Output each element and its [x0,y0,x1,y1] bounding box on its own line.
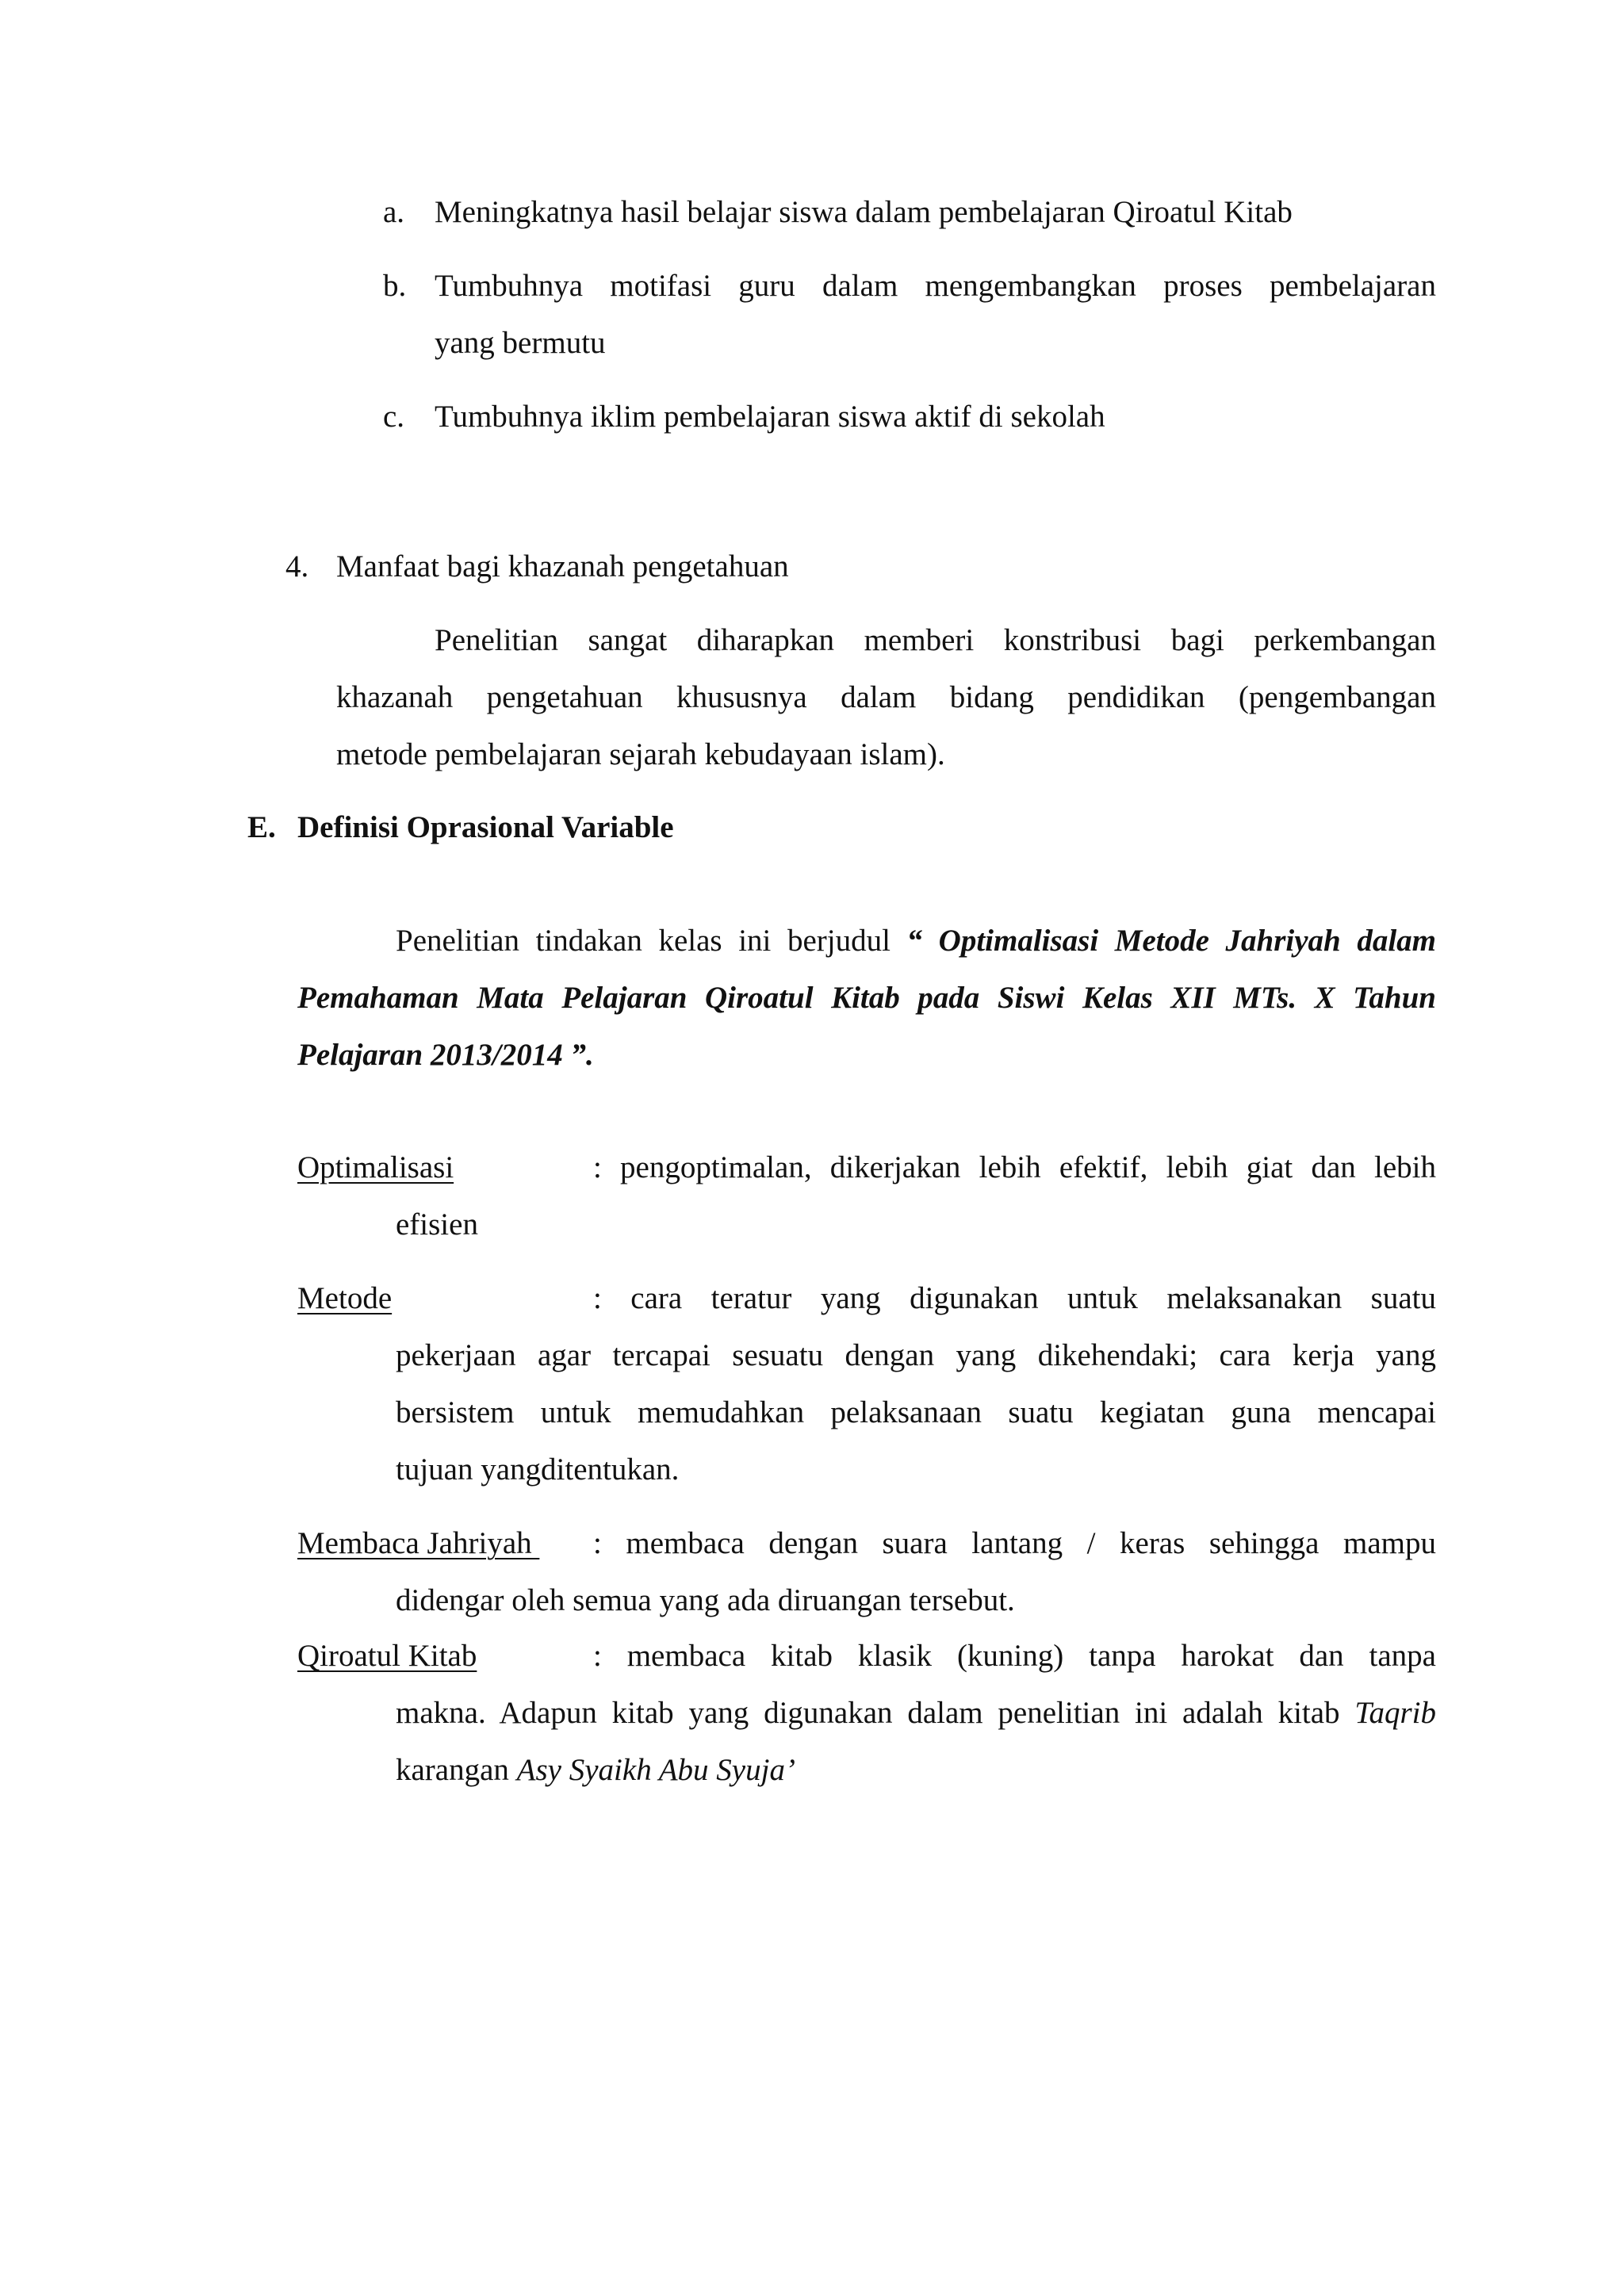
item-4-heading: Manfaat bagi khazanah pengetahuan [336,549,789,584]
definition-qiroatul-kitab-line-3 [396,1752,795,1788]
definition-optimalisasi-line-2: efisien [396,1207,478,1242]
list-marker-a: a. [383,195,405,229]
intro-line-3: Pelajaran 2013/2014 ”. [297,1038,594,1072]
qiroatul-line-3-author: Asy Syaikh Abu Syuja’ [516,1753,795,1787]
definition-metode-line-3: bersistem untuk memudahkan pelaksanaan suatu kegiatan guna mencapai [396,1395,1436,1429]
qiroatul-line-2-plain: makna. Adapun kitab yang digunakan dalam penelitian ini adalah kitab [396,1696,1355,1730]
definition-metode-line-2: pekerjaan agar tercapai sesuatu dengan yang dikehendaki; cara kerja yang [396,1338,1436,1372]
list-item-b-line-1: Tumbuhnya motifasi guru dalam mengembangkan proses pembelajaran [435,269,1436,303]
qiroatul-line-2-book: Taqrib [1354,1696,1436,1730]
list-item-c-text: Tumbuhnya iklim pembelajaran siswa aktif di sekolah [435,400,1105,434]
definition-membaca-jahriyah-line-1: : membaca dengan suara lantang / keras sehingga mampu [593,1526,1436,1560]
intro-line-1-title: “ Optimalisasi Metode Jahriyah dalam [906,924,1436,958]
list-marker-c: c. [383,400,405,434]
section-e-title: Definisi Oprasional Variable [297,810,674,844]
definition-term-metode: Metode [297,1281,393,1315]
definition-term-optimalisasi: Optimalisasi [297,1150,454,1184]
qiroatul-line-3-plain: karangan [396,1753,517,1787]
list-item-a-text: Meningkatnya hasil belajar siswa dalam pembelajaran Qiroatul Kitab [435,195,1293,229]
item-4-paragraph-line-1: Penelitian sangat diharapkan memberi konstribusi bagi perkembangan [435,623,1436,657]
definition-optimalisasi-line-1: : pengoptimalan, dikerjakan lebih efektif, lebih giat dan lebih [593,1150,1436,1184]
definition-metode-line-4: tujuan yangditentukan. [396,1452,680,1487]
definition-membaca-jahriyah-line-2: didengar oleh semua yang ada diruangan tersebut. [396,1583,1015,1617]
list-item-b-line-2: yang bermutu [435,326,606,360]
intro-line-1-plain: Penelitian tindakan kelas ini berjudul [396,924,907,958]
definition-term-qiroatul-kitab: Qiroatul Kitab [297,1639,477,1673]
list-marker-b: b. [383,269,407,303]
item-4-paragraph-line-3: metode pembelajaran sejarah kebudayaan islam). [336,737,945,771]
intro-line-2: Pemahaman Mata Pelajaran Qiroatul Kitab pada Siswi Kelas XII MTs. X Tahun [297,981,1436,1015]
intro-line-1 [396,923,1436,959]
definition-qiroatul-kitab-line-2 [396,1695,1436,1731]
item-4-marker: 4. [285,549,309,584]
item-4-paragraph-line-2: khazanah pengetahuan khususnya dalam bidang pendidikan (pengembangan [336,680,1436,714]
definition-qiroatul-kitab-line-1: : membaca kitab klasik (kuning) tanpa harokat dan tanpa [593,1639,1436,1673]
definition-metode-line-1: : cara teratur yang digunakan untuk melaksanakan suatu [593,1281,1436,1315]
definition-term-membaca-jahriyah: Membaca Jahriyah [297,1526,540,1560]
section-e-marker: E. [247,810,276,844]
